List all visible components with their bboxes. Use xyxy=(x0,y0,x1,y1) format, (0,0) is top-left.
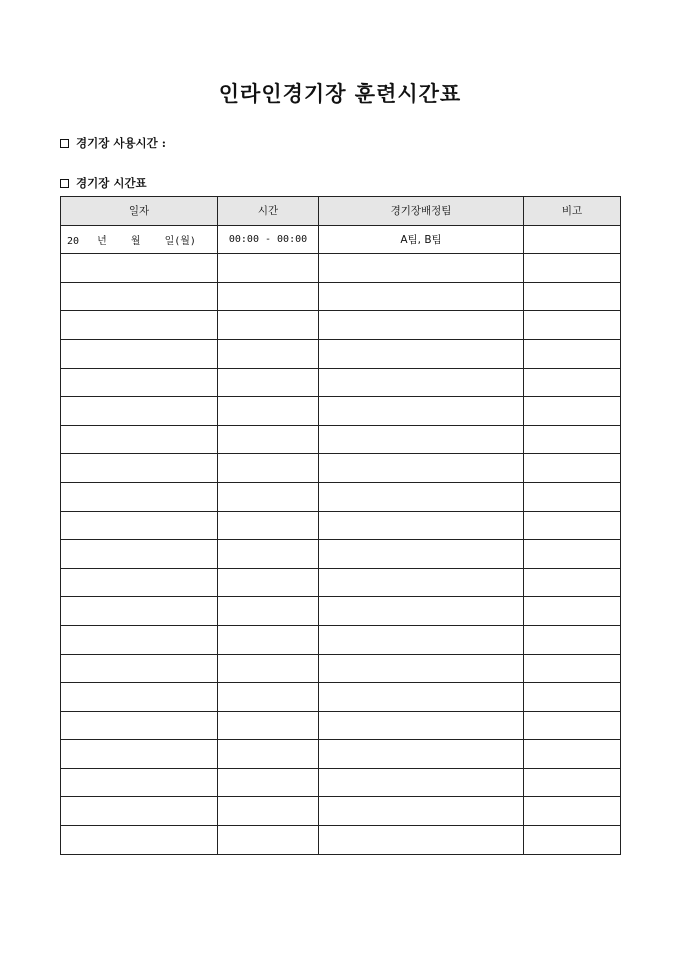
table-row xyxy=(61,311,621,340)
note-cell[interactable] xyxy=(524,797,621,826)
date-cell[interactable]: 20 년 월 일(월) xyxy=(61,225,218,254)
time-cell[interactable] xyxy=(218,368,319,397)
table-row xyxy=(61,339,621,368)
note-cell[interactable] xyxy=(524,368,621,397)
schedule-table xyxy=(60,196,621,855)
note-cell[interactable] xyxy=(524,826,621,855)
time-cell[interactable] xyxy=(218,254,319,283)
note-cell[interactable] xyxy=(524,339,621,368)
note-cell[interactable] xyxy=(524,397,621,426)
time-cell[interactable] xyxy=(218,425,319,454)
time-cell[interactable] xyxy=(218,797,319,826)
team-cell[interactable]: A팀, B팀 xyxy=(319,225,524,254)
time-cell[interactable] xyxy=(218,540,319,569)
note-cell[interactable] xyxy=(524,568,621,597)
table-row xyxy=(61,482,621,511)
date-cell[interactable] xyxy=(61,540,218,569)
note-cell[interactable] xyxy=(524,511,621,540)
date-cell[interactable] xyxy=(61,711,218,740)
note-cell[interactable] xyxy=(524,740,621,769)
usage-time-section xyxy=(60,135,166,151)
time-cell[interactable] xyxy=(218,568,319,597)
table-row xyxy=(61,540,621,569)
note-cell[interactable] xyxy=(524,625,621,654)
date-cell[interactable] xyxy=(61,311,218,340)
table-row xyxy=(61,254,621,283)
note-cell[interactable] xyxy=(524,540,621,569)
time-cell[interactable] xyxy=(218,711,319,740)
team-cell[interactable] xyxy=(319,683,524,712)
team-cell[interactable] xyxy=(319,397,524,426)
note-cell[interactable] xyxy=(524,311,621,340)
checkbox-square-icon xyxy=(60,179,69,188)
note-cell[interactable] xyxy=(524,597,621,626)
table-row xyxy=(61,797,621,826)
team-cell[interactable] xyxy=(319,454,524,483)
time-cell[interactable] xyxy=(218,311,319,340)
note-cell[interactable] xyxy=(524,225,621,254)
team-cell[interactable] xyxy=(319,826,524,855)
table-row xyxy=(61,425,621,454)
date-cell[interactable] xyxy=(61,282,218,311)
note-cell[interactable] xyxy=(524,711,621,740)
table-row xyxy=(61,826,621,855)
team-cell[interactable] xyxy=(319,282,524,311)
time-cell[interactable] xyxy=(218,511,319,540)
table-row xyxy=(61,597,621,626)
table-row xyxy=(61,282,621,311)
date-cell[interactable] xyxy=(61,597,218,626)
time-cell[interactable] xyxy=(218,597,319,626)
team-cell[interactable] xyxy=(319,482,524,511)
table-row xyxy=(61,511,621,540)
time-cell[interactable] xyxy=(218,454,319,483)
time-cell[interactable] xyxy=(218,339,319,368)
time-cell[interactable] xyxy=(218,826,319,855)
team-cell[interactable] xyxy=(319,797,524,826)
table-row xyxy=(61,768,621,797)
table-row xyxy=(61,568,621,597)
time-cell[interactable] xyxy=(218,625,319,654)
date-cell[interactable] xyxy=(61,568,218,597)
usage-time-label: 경기장 사용시간 : xyxy=(76,136,167,150)
header-time: 시간 xyxy=(218,197,319,226)
time-cell[interactable] xyxy=(218,740,319,769)
table-row xyxy=(61,654,621,683)
date-cell[interactable] xyxy=(61,625,218,654)
team-cell[interactable] xyxy=(319,568,524,597)
table-row xyxy=(61,397,621,426)
team-cell[interactable] xyxy=(319,425,524,454)
team-cell[interactable] xyxy=(319,339,524,368)
table-row xyxy=(61,368,621,397)
note-cell[interactable] xyxy=(524,654,621,683)
date-cell[interactable] xyxy=(61,740,218,769)
team-cell[interactable] xyxy=(319,625,524,654)
time-cell[interactable] xyxy=(218,482,319,511)
date-cell[interactable] xyxy=(61,339,218,368)
table-row xyxy=(61,454,621,483)
note-cell[interactable] xyxy=(524,254,621,283)
date-cell[interactable] xyxy=(61,654,218,683)
team-cell[interactable] xyxy=(319,511,524,540)
team-cell[interactable] xyxy=(319,711,524,740)
schedule-section xyxy=(60,175,147,191)
table-row xyxy=(61,683,621,712)
date-cell[interactable] xyxy=(61,768,218,797)
team-cell[interactable] xyxy=(319,597,524,626)
team-cell[interactable] xyxy=(319,768,524,797)
team-cell[interactable] xyxy=(319,740,524,769)
checkbox-square-icon xyxy=(60,139,69,148)
team-cell[interactable] xyxy=(319,368,524,397)
date-cell[interactable] xyxy=(61,454,218,483)
team-cell[interactable] xyxy=(319,311,524,340)
schedule-label: 경기장 시간표 xyxy=(76,176,147,190)
time-cell[interactable] xyxy=(218,282,319,311)
date-cell[interactable] xyxy=(61,425,218,454)
date-cell[interactable] xyxy=(61,511,218,540)
date-cell[interactable] xyxy=(61,683,218,712)
header-date: 일자 xyxy=(61,197,218,226)
date-cell[interactable] xyxy=(61,368,218,397)
time-cell[interactable] xyxy=(218,397,319,426)
note-cell[interactable] xyxy=(524,282,621,311)
team-cell[interactable] xyxy=(319,654,524,683)
team-cell[interactable] xyxy=(319,254,524,283)
time-cell[interactable] xyxy=(218,683,319,712)
date-cell[interactable] xyxy=(61,826,218,855)
date-cell[interactable] xyxy=(61,397,218,426)
note-cell[interactable] xyxy=(524,482,621,511)
time-cell[interactable] xyxy=(218,654,319,683)
time-cell[interactable]: 00:00 - 00:00 xyxy=(218,225,319,254)
page-title: 인라인경기장 훈련시간표 xyxy=(218,81,462,106)
table-row xyxy=(61,225,621,254)
table-row xyxy=(61,740,621,769)
header-team: 경기장배정팀 xyxy=(319,197,524,226)
date-cell[interactable] xyxy=(61,797,218,826)
date-cell[interactable] xyxy=(61,482,218,511)
table-header-row xyxy=(61,197,621,226)
team-cell[interactable] xyxy=(319,540,524,569)
note-cell[interactable] xyxy=(524,454,621,483)
date-cell[interactable] xyxy=(61,254,218,283)
header-note: 비고 xyxy=(524,197,621,226)
note-cell[interactable] xyxy=(524,425,621,454)
table-row xyxy=(61,711,621,740)
time-cell[interactable] xyxy=(218,768,319,797)
note-cell[interactable] xyxy=(524,683,621,712)
table-row xyxy=(61,625,621,654)
note-cell[interactable] xyxy=(524,768,621,797)
